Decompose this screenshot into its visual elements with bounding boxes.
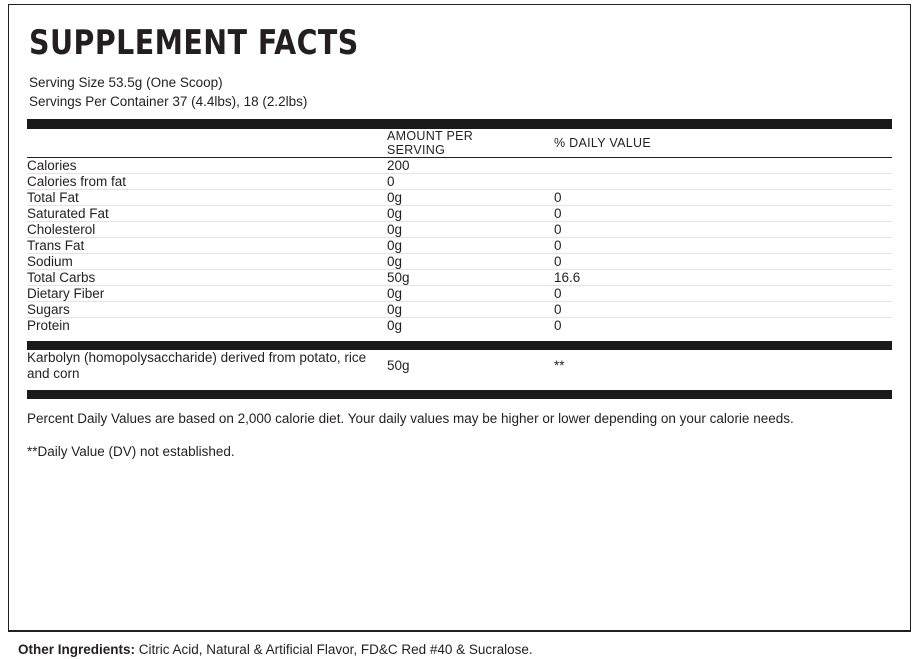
- table-row: [27, 174, 892, 190]
- table-row: [27, 206, 892, 222]
- row-daily-value: 0: [554, 238, 892, 254]
- row-daily-value: 0: [554, 286, 892, 302]
- table-row: [27, 286, 892, 302]
- row-label: Cholesterol: [27, 222, 387, 238]
- row-amount: 0: [387, 174, 554, 190]
- divider-thick-bottom: [27, 390, 892, 399]
- row-label: Total Fat: [27, 190, 387, 206]
- page-title: SUPPLEMENT FACTS: [29, 23, 359, 63]
- row-amount: 0g: [387, 318, 403, 333]
- row-label: Protein: [27, 318, 70, 333]
- row-daily-value: 0: [554, 302, 892, 318]
- highlight-ingredient-table: [27, 350, 892, 382]
- column-header-nutrient: [27, 129, 387, 157]
- row-daily-value: [554, 158, 892, 174]
- row-label: Calories: [27, 158, 387, 174]
- row-daily-value: 0: [554, 190, 892, 206]
- row-amount: 50g: [387, 270, 554, 286]
- row-label: Dietary Fiber: [27, 286, 387, 302]
- row-amount: 0g: [387, 238, 554, 254]
- row-daily-value: [554, 174, 892, 190]
- row-amount: 200: [387, 158, 554, 174]
- table-row: [27, 302, 892, 318]
- other-ingredients-text: Citric Acid, Natural & Artificial Flavor, FD&C Red #40 & Sucralose.: [138, 642, 533, 657]
- table-row: [27, 350, 892, 382]
- row-amount: 0g: [387, 286, 554, 302]
- footnote-dv-not-established: **Daily Value (DV) not established.: [27, 444, 235, 459]
- table-row: [27, 254, 892, 270]
- other-ingredients-label: Other Ingredients:: [18, 642, 136, 657]
- row-daily-value: 0: [554, 318, 562, 333]
- table-row: [27, 270, 892, 286]
- other-ingredients-line: [18, 641, 911, 659]
- row-amount: 0g: [387, 206, 554, 222]
- highlight-row-label: Karbolyn (homopolysaccharide) derived from potato, rice and corn: [27, 350, 367, 381]
- nutrition-rows: [27, 158, 892, 333]
- divider-thick-top: [27, 119, 892, 129]
- divider-thick-middle: [27, 341, 892, 350]
- column-header-daily-value: % DAILY VALUE: [554, 136, 651, 150]
- row-label: Saturated Fat: [27, 206, 387, 222]
- column-header-amount: AMOUNT PER SERVING: [387, 129, 474, 157]
- row-daily-value: 0: [554, 222, 892, 238]
- other-ingredients-section: [8, 631, 911, 659]
- row-daily-value: 16.6: [554, 270, 892, 286]
- nutrition-table: [27, 129, 892, 157]
- row-amount: 0g: [387, 254, 554, 270]
- row-label: Calories from fat: [27, 174, 387, 190]
- table-row: [27, 238, 892, 254]
- row-amount: 0g: [387, 302, 554, 318]
- table-row: [27, 158, 892, 174]
- footnote-daily-values: Percent Daily Values are based on 2,000 calorie diet. Your daily values may be higher or lower depending on your calorie needs.: [27, 411, 794, 426]
- row-label: Sodium: [27, 254, 387, 270]
- table-row: [27, 222, 892, 238]
- highlight-row-daily-value: **: [554, 358, 565, 373]
- row-label: Total Carbs: [27, 270, 387, 286]
- table-row: [27, 190, 892, 206]
- row-daily-value: 0: [554, 206, 892, 222]
- row-label: Sugars: [27, 302, 387, 318]
- table-header-row: [27, 129, 892, 157]
- row-amount: 0g: [387, 222, 554, 238]
- row-label: Trans Fat: [27, 238, 387, 254]
- table-row: [27, 318, 892, 334]
- row-daily-value: 0: [554, 254, 892, 270]
- servings-per-container-text: Servings Per Container 37 (4.4lbs), 18 (2.2lbs): [29, 94, 308, 109]
- supplement-facts-panel: [8, 4, 911, 631]
- row-amount: 0g: [387, 190, 554, 206]
- serving-size-text: Serving Size 53.5g (One Scoop): [29, 75, 223, 90]
- highlight-row-amount: 50g: [387, 358, 410, 373]
